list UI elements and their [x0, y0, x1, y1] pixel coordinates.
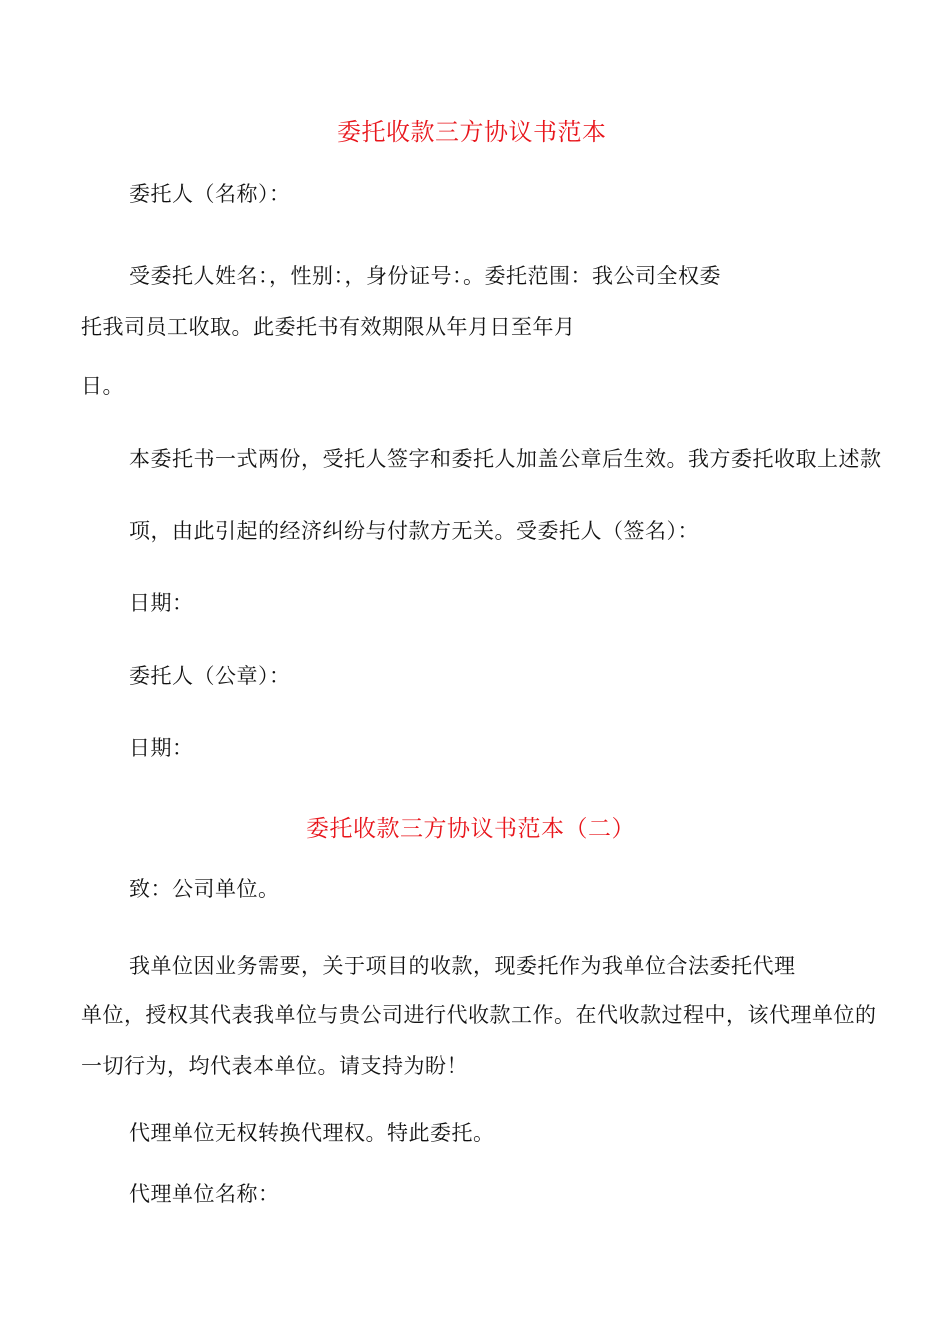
body-paragraph-line-3: 一切行为，均代表本单位。请支持为盼！ — [81, 1054, 468, 1078]
body-paragraph-line-2: 单位，授权其代表我单位与贵公司进行代收款工作。在代收款过程中，该代理单位的 — [81, 1003, 877, 1027]
trustee-paragraph-line-2: 托我司员工收取。此委托书有效期限从年月日至年月 — [81, 315, 576, 339]
terms-paragraph-line-1: 本委托书一式两份，受托人签字和委托人加盖公章后生效。我方委托收取上述款 — [129, 447, 882, 471]
agent-name-field: 代理单位名称： — [129, 1182, 280, 1206]
principal-name-field: 委托人（名称）： — [129, 182, 291, 206]
terms-paragraph-line-2: 项，由此引起的经济纠纷与付款方无关。受委托人（签名）： — [129, 519, 699, 543]
trustee-paragraph-line-1: 受委托人姓名：，性别：，身份证号：。委托范围：我公司全权委 — [129, 264, 721, 288]
trustee-paragraph-line-3: 日。 — [81, 374, 124, 398]
no-transfer-clause: 代理单位无权转换代理权。特此委托。 — [129, 1121, 495, 1145]
principal-seal-field: 委托人（公章）： — [129, 664, 291, 688]
document-title: 委托收款三方协议书范本 — [337, 118, 607, 146]
date-field-2: 日期： — [129, 736, 194, 760]
addressee-line: 致：公司单位。 — [129, 877, 280, 901]
date-field-1: 日期： — [129, 591, 194, 615]
body-paragraph-line-1: 我单位因业务需要，关于项目的收款，现委托作为我单位合法委托代理 — [129, 954, 796, 978]
section-2-title: 委托收款三方协议书范本（二） — [306, 816, 635, 842]
